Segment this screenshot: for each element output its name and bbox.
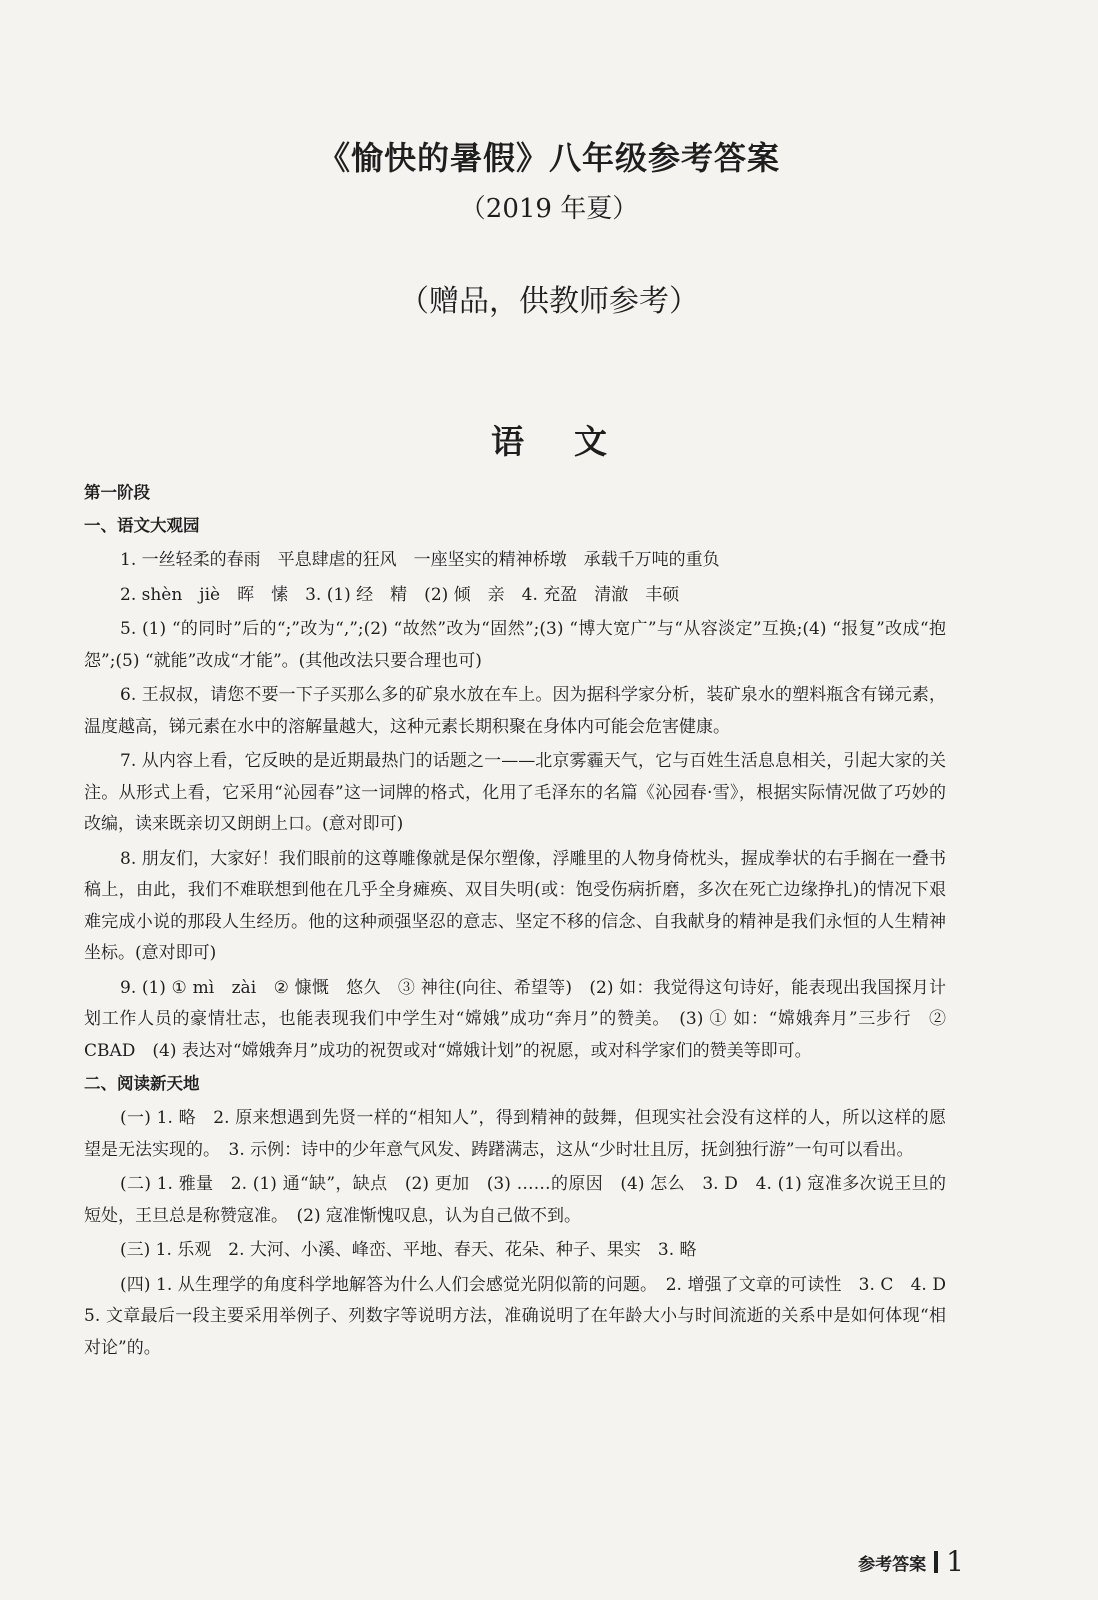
answer-item: (二) 1. 雅量 2. (1) 通“缺”，缺点 (2) 更加 (3) ……的原因 (4) 怎么 3. D 4. (1) 寇准多次说王旦的短处，王旦总是称赞寇准。 (2) 寇准惭愧叹息，认为自己做不到。	[84, 1174, 946, 1226]
answer-item: (一) 1. 略 2. 原来想遇到先贤一样的“相知人”，得到精神的鼓舞，但现实社会没有这样的人，所以这样的愿望是无法实现的。 3. 示例：诗中的少年意气风发、踌躇满志，这从“少时壮且厉，抚剑独行游”一句可以看出。	[84, 1108, 946, 1160]
page-number: 1	[946, 1545, 964, 1578]
answer-item: 8. 朋友们，大家好！我们眼前的这尊雕像就是保尔塑像，浮雕里的人物身倚枕头，握成拳状的右手搁在一叠书稿上，由此，我们不难联想到他在几乎全身瘫痪、双目失明(或：饱受伤病折磨，多次在死亡边缘挣扎)的情况下艰难完成小说的那段人生经历。他的这种顽强坚忍的意志、坚定不移的信念、自我献身的精神是我们永恒的人生精神坐标。(意对即可)	[84, 848, 946, 963]
gift-note: （赠品，供教师参考）	[399, 284, 699, 319]
footer-label: 参考答案	[858, 1554, 927, 1575]
page-footer	[858, 1545, 964, 1578]
section-heading: 一、语文大观园	[84, 516, 200, 535]
answer-content	[84, 476, 963, 1364]
page-title: 《愉快的暑假》八年级参考答案	[317, 139, 780, 177]
answer-item: 1. 一丝轻柔的春雨 平息肆虐的狂风 一座坚实的精神桥墩 承载千万吨的重负	[120, 550, 720, 570]
answer-item: (四) 1. 从生理学的角度科学地解答为什么人们会感觉光阴似箭的问题。 2. 增强了文章的可读性 3. C 4. D 5. 文章最后一段主要采用举例子、列数字等说明方法，准确说明了在年龄大小与时间流逝的关系中是如何体现“相对论”的。	[84, 1274, 963, 1358]
answer-item: 9. (1) ① mì zài ② 慷慨 悠久 ③ 神往(向往、希望等) (2) 如：我觉得这句诗好，能表现出我国探月计划工作人员的豪情壮志，也能表现我们中学生对“嫦娥”成功“奔月”的赞美。 (3) ① 如：“嫦娥奔月”三步行 ② CBAD (4) 表达对“嫦娥奔月”成功的祝贺或对“嫦娥计划”的祝愿，或对科学家们的赞美等即可。	[84, 977, 946, 1061]
answer-item: 5. (1) “的同时”后的“;”改为“,”;(2) “故然”改为“固然”;(3) “博大宽广”与“从容淡定”互换;(4) “报复”改成“抱怨”;(5) “就能”改成“才能”。(其他改法只要合理也可)	[84, 619, 946, 671]
subject-heading: 语文	[491, 422, 657, 461]
page-subtitle: （2019 年夏）	[459, 194, 639, 224]
section-heading: 二、阅读新天地	[84, 1074, 200, 1093]
stage-heading: 第一阶段	[84, 483, 150, 502]
footer-divider	[934, 1551, 938, 1573]
answer-item: 2. shèn jiè 晖 愫 3. (1) 经 精 (2) 倾 亲 4. 充盈 清澈 丰硕	[120, 584, 680, 605]
answer-item: (三) 1. 乐观 2. 大河、小溪、峰峦、平地、春天、花朵、种子、果实 3. 略	[120, 1240, 697, 1260]
answer-item: 7. 从内容上看，它反映的是近期最热门的话题之一——北京雾霾天气，它与百姓生活息息相关，引起大家的关注。从形式上看，它采用“沁园春”这一词牌的格式，化用了毛泽东的名篇《沁园春·雪》，根据实际情况做了巧妙的改编，读来既亲切又朗朗上口。(意对即可)	[84, 751, 946, 834]
answer-item: 6. 王叔叔，请您不要一下子买那么多的矿泉水放在车上。因为据科学家分析，装矿泉水的塑料瓶含有锑元素，温度越高，锑元素在水中的溶解量越大，这种元素长期积聚在身体内可能会危害健康。	[84, 685, 946, 737]
